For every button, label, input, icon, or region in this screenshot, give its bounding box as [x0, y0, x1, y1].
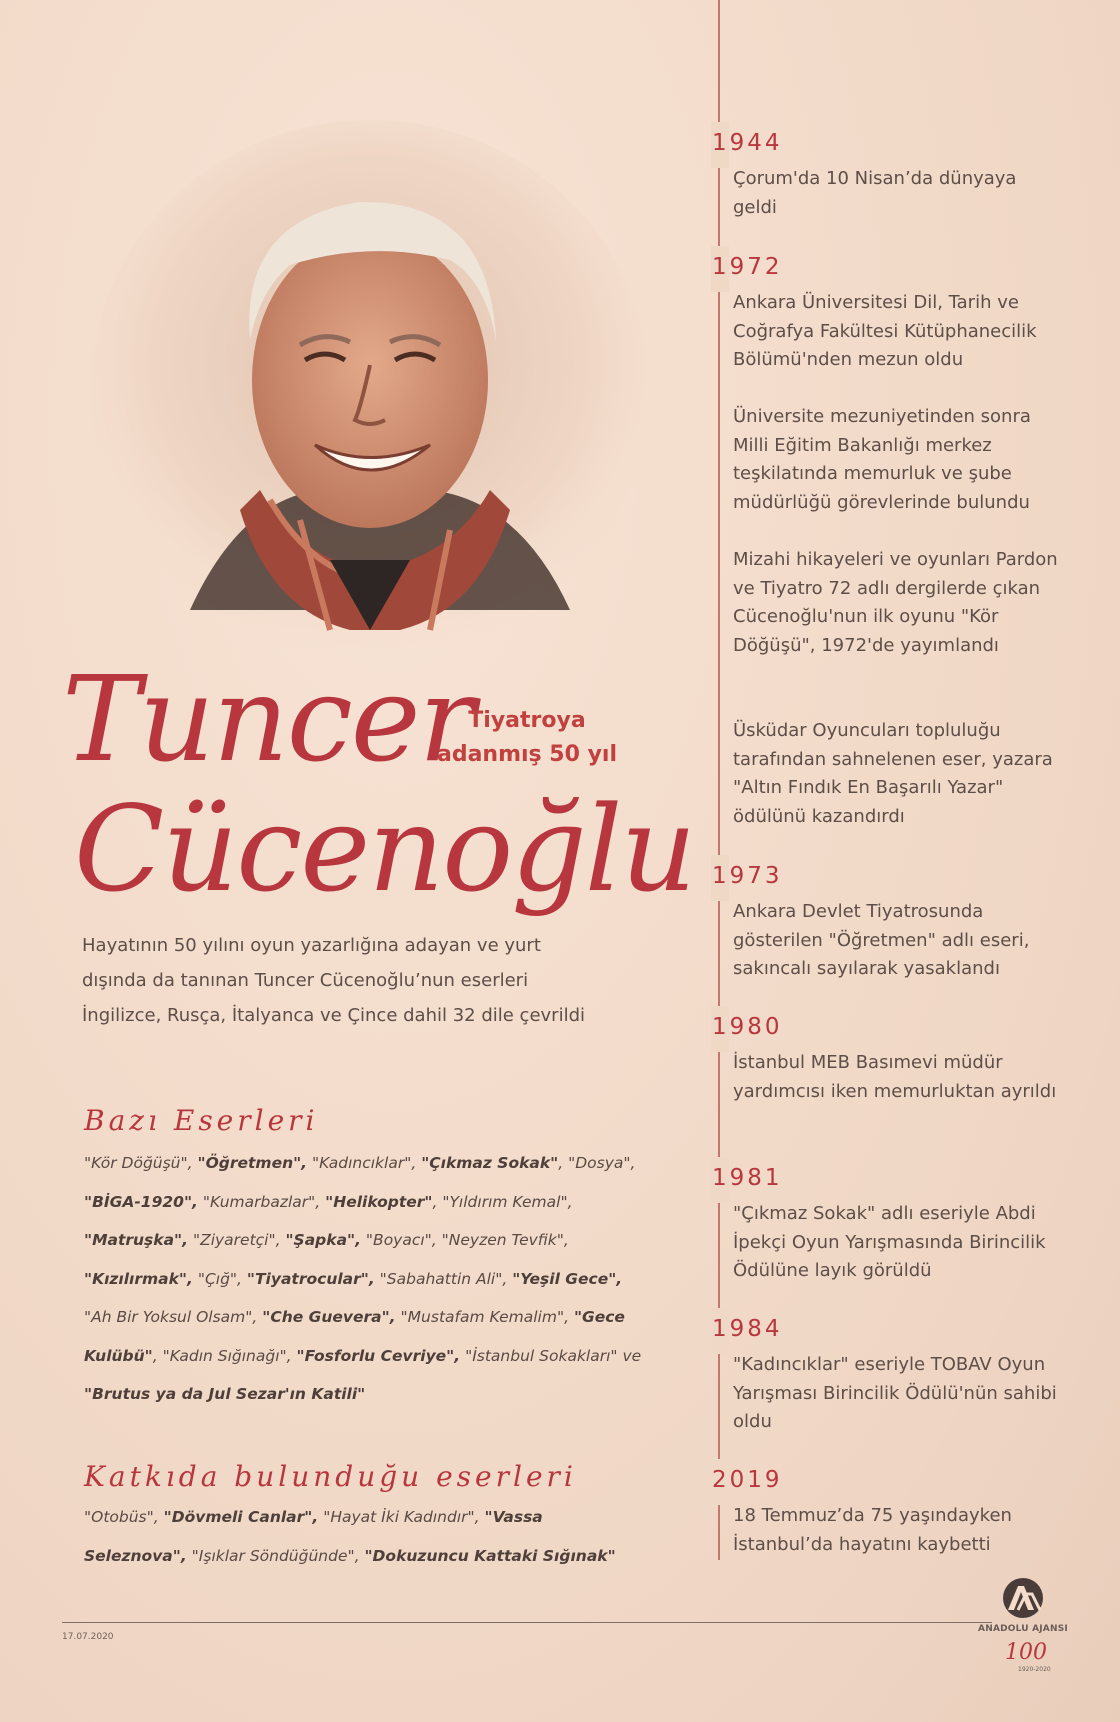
timeline-text-1981: "Çıkmaz Sokak" adlı eseriyle Abdi İpekçi Oyun Yarışmasında Birincilik Ödülüne layık görüldü: [733, 1203, 1046, 1281]
work-title: "Sabahattin Ali",: [374, 1269, 513, 1288]
work-title-bold: "Gece Kulübü": [84, 1308, 625, 1365]
portrait-photo: [70, 90, 650, 650]
footer-divider: [62, 1622, 992, 1623]
work-title-bold: "Çıkmaz Sokak": [421, 1154, 559, 1172]
work-title-bold: "Öğretmen",: [197, 1154, 308, 1172]
work-title-bold: "Matruşka",: [84, 1231, 189, 1249]
timeline-year-1981: 1981: [712, 1165, 783, 1191]
work-title-bold: "Che Guevera",: [262, 1308, 396, 1326]
tagline-line-1: Tiyatroya: [468, 708, 586, 733]
work-title: "Kumarbazlar",: [197, 1192, 326, 1211]
work-title: "Hayat İki Kadındır",: [318, 1508, 485, 1526]
timeline-year-2019: 2019: [712, 1467, 783, 1493]
work-title: "Otobüs",: [84, 1508, 164, 1526]
footer-date: 17.07.2020: [62, 1632, 114, 1642]
work-title: "Çığ",: [192, 1269, 247, 1288]
timeline-text-1944: Çorum'da 10 Nisan’da dünyaya geldi: [733, 168, 1017, 218]
timeline-year-1980: 1980: [712, 1014, 783, 1040]
work-title: "Kadıncıklar",: [307, 1154, 422, 1172]
intro-paragraph: Hayatının 50 yılını oyun yazarlığına adayan ve yurt dışında da tanınan Tuncer Cücenoğlu’nun eserleri İngilizce, Rusça, İtalyanca ve Çince dahil 32 dile çevrildi: [82, 935, 586, 1026]
timeline-text-1972-b: Üniversite mezuniyetinden sonra Milli Eğitim Bakanlığı merkez teşkilatında memurluk ve şube müdürlüğü görevlerinde bulundu: [733, 406, 1031, 513]
work-title-bold: "Fosforlu Cevriye",: [296, 1346, 461, 1365]
title-last-name: Cücenoğlu: [74, 780, 695, 918]
timeline-year-1972: 1972: [712, 254, 783, 280]
work-title: "Kör Döğüşü",: [84, 1154, 198, 1172]
timeline-text-1980: İstanbul MEB Basımevi müdür yardımcısı iken memurluktan ayrıldı: [733, 1052, 1057, 1102]
work-title: "Işıklar Söndüğünde",: [186, 1546, 365, 1565]
work-title: "Boyacı", "Neyzen Tevfik",: [361, 1231, 569, 1249]
work-title: "Ziyaretçi",: [188, 1231, 286, 1249]
work-title-bold: "Şapka",: [285, 1231, 361, 1249]
work-title-bold: "Brutus ya da Jul Sezar'ın Katili": [84, 1385, 366, 1403]
work-title-bold: "Dokuzuncu Kattaki Sığınak": [364, 1546, 616, 1565]
work-title: , "Yıldırım Kemal",: [432, 1192, 573, 1211]
works-list: [84, 1144, 644, 1414]
work-title-bold: "Kızılırmak",: [84, 1269, 193, 1288]
work-title-bold: "Helikopter": [325, 1192, 433, 1211]
timeline-year-1973: 1973: [712, 863, 783, 889]
timeline-text-1972-c: Mizahi hikayeleri ve oyunları Pardon ve Tiyatro 72 adlı dergilerde çıkan Cücenoğlu'nun ilk oyunu "Kör Döğüşü", 1972'de yayımlandı: [733, 549, 1058, 656]
timeline-year-1944: 1944: [712, 130, 783, 156]
tagline-line-2: adanmış 50 yıl: [436, 742, 618, 768]
work-title: "Mustafam Kemalim",: [395, 1308, 574, 1326]
work-title: "Ah Bir Yoksul Olsam",: [84, 1308, 263, 1326]
work-title-bold: "Vassa Seleznova",: [84, 1508, 543, 1565]
contrib-list: [84, 1498, 644, 1575]
timeline-text-1972-d: Üsküdar Oyuncuları topluluğu tarafından sahnelenen eser, yazara "Altın Fındık En Başarılı Yazar" ödülünü kazandırdı: [733, 720, 1053, 827]
works-heading: Bazı Eserleri: [84, 1104, 319, 1137]
timeline-text-1972-a: Ankara Üniversitesi Dil, Tarih ve Coğrafya Fakültesi Kütüphanecilik Bölümü'nden mezun oldu: [733, 292, 1037, 370]
work-title: "İstanbul Sokakları" ve: [460, 1346, 642, 1365]
timeline-text-1973: Ankara Devlet Tiyatrosunda gösterilen "Öğretmen" adlı eseri, sakıncalı sayılarak yasaklandı: [733, 901, 1030, 979]
work-title-bold: "Yeşil Gece",: [512, 1269, 623, 1288]
work-title-bold: "BİGA-1920",: [84, 1192, 198, 1211]
logo-name: ANADOLU AJANSI: [978, 1624, 1068, 1634]
tagline: [432, 704, 622, 772]
work-title-bold: "Tiyatrocular",: [246, 1269, 375, 1288]
timeline-year-1984: 1984: [712, 1316, 783, 1342]
timeline-text-2019: 18 Temmuz’da 75 yaşındayken İstanbul’da hayatını kaybetti: [733, 1505, 1012, 1555]
timeline-text-1984: "Kadıncıklar" eseriyle TOBAV Oyun Yarışması Birincilik Ödülü'nün sahibi oldu: [733, 1354, 1057, 1432]
contrib-heading: Katkıda bulunduğu eserleri: [84, 1460, 577, 1493]
work-title-bold: "Dövmeli Canlar",: [163, 1508, 319, 1526]
title-first-name: Tuncer: [62, 650, 474, 788]
logo-years: 1920-2020: [1018, 1666, 1051, 1673]
work-title: , "Dosya",: [558, 1154, 636, 1172]
work-title: , "Kadın Sığınağı",: [152, 1346, 297, 1365]
logo-anniversary: 100: [1005, 1640, 1047, 1665]
